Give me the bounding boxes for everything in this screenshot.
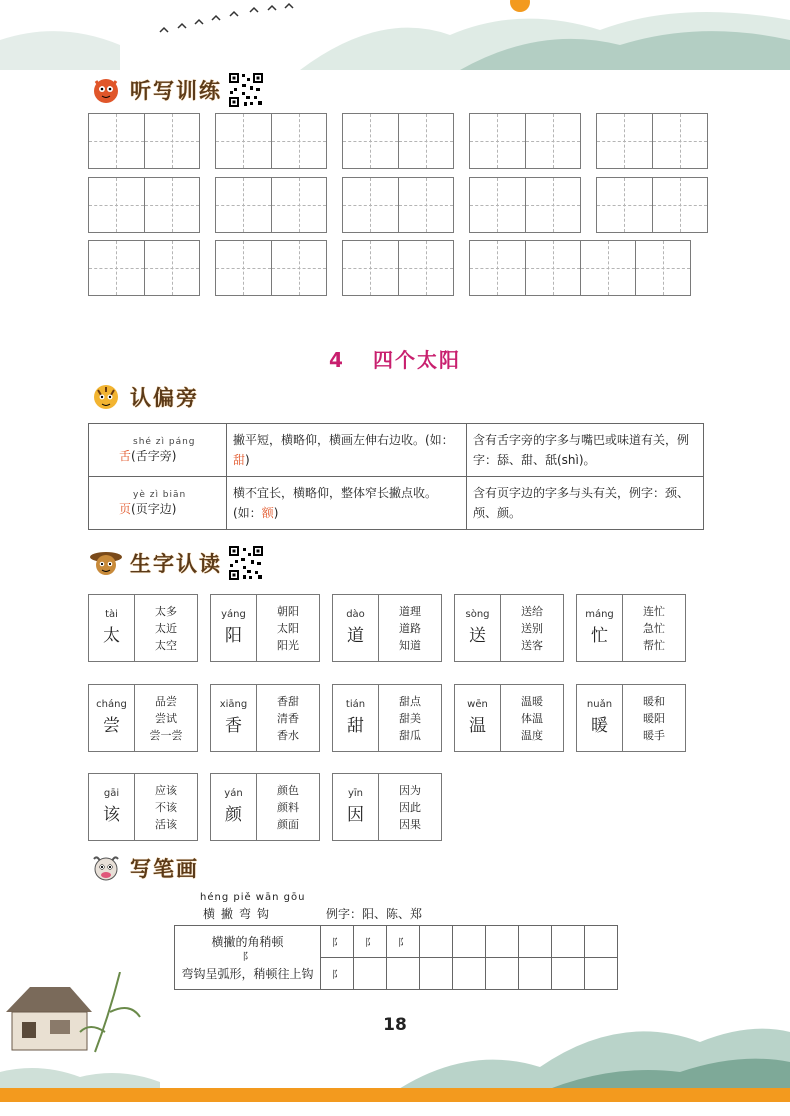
dictation-row-1	[88, 113, 708, 169]
table-row	[89, 424, 704, 477]
character-card	[576, 684, 686, 752]
character-word: 道路	[399, 621, 421, 635]
character-word: 不该	[155, 800, 177, 814]
writing-box[interactable]	[342, 113, 454, 169]
character-word: 朝阳	[277, 604, 299, 618]
writing-box[interactable]	[215, 177, 327, 233]
character-word: 品尝	[155, 694, 177, 708]
character-word: 因为	[399, 783, 421, 797]
character-hanzi: 香	[225, 716, 242, 736]
character-card	[210, 684, 320, 752]
character-word: 暖和	[643, 694, 665, 708]
character-word: 尝试	[155, 711, 177, 725]
character-hanzi: 暖	[591, 716, 608, 736]
radical-glyph: 舌	[119, 448, 132, 463]
table-row	[89, 477, 704, 530]
character-word: 道理	[399, 604, 421, 618]
character-word: 香甜	[277, 694, 299, 708]
qr-code-icon[interactable]	[228, 545, 264, 581]
lesson-name: 四个太阳	[372, 348, 461, 372]
character-word: 活该	[155, 817, 177, 831]
writing-box[interactable]	[596, 113, 708, 169]
character-word: 温暖	[521, 694, 543, 708]
character-word: 暖阳	[643, 711, 665, 725]
radical-name: (页字边)	[131, 501, 177, 516]
mountain-header-decoration	[0, 0, 790, 70]
writing-box-wide[interactable]	[469, 240, 691, 296]
writing-box[interactable]	[215, 113, 327, 169]
character-card	[88, 773, 198, 841]
character-word: 香水	[277, 728, 299, 742]
character-word: 甜点	[399, 694, 421, 708]
character-hanzi: 温	[469, 716, 486, 736]
character-card	[88, 594, 198, 662]
radical-writing-tip-end: )	[273, 506, 279, 520]
writing-box[interactable]	[469, 177, 581, 233]
character-hanzi: 道	[347, 626, 364, 646]
radical-example-char: 甜	[233, 453, 246, 467]
character-hanzi: 送	[469, 626, 486, 646]
character-pinyin: xiāng	[219, 699, 248, 710]
radical-glyph: 页	[119, 501, 132, 516]
footer-orange-bar	[0, 1088, 790, 1102]
character-word: 连忙	[643, 604, 665, 618]
fox-mascot-icon	[88, 75, 124, 105]
dictation-header	[88, 72, 264, 108]
radical-note: 含有页字边的字多与头有关，例字：颈、颅、颜。	[467, 477, 704, 530]
character-pinyin: tián	[345, 699, 366, 710]
stroke-sample-cell: ⻖	[354, 926, 387, 958]
character-pinyin: dào	[346, 609, 365, 620]
radicals-header	[88, 382, 199, 412]
writing-box[interactable]	[469, 113, 581, 169]
character-word: 暖手	[643, 728, 665, 742]
character-hanzi: 甜	[347, 716, 364, 736]
character-hanzi: 颜	[225, 805, 242, 825]
stroke-tip-symbol: ⻖	[242, 951, 253, 963]
character-card	[88, 684, 198, 752]
cow-mascot-icon	[88, 853, 124, 883]
radical-note: 含有舌字旁的字多与嘴巴或味道有关，例字：舔、甜、舐(shì)。	[467, 424, 704, 477]
strokes-title: 写笔画	[130, 857, 199, 881]
character-card	[454, 594, 564, 662]
dictation-title: 听写训练	[130, 79, 222, 103]
stroke-practice-cell[interactable]	[519, 926, 552, 958]
character-word: 阳光	[277, 638, 299, 652]
writing-box[interactable]	[88, 113, 200, 169]
character-word: 送客	[521, 638, 543, 652]
stroke-tip-1: 横撇的角稍顿	[211, 934, 284, 949]
character-word: 清香	[277, 711, 299, 725]
character-card	[210, 594, 320, 662]
stroke-practice-cell[interactable]	[453, 926, 486, 958]
character-card	[210, 773, 320, 841]
character-card	[576, 594, 686, 662]
characters-header	[88, 545, 264, 581]
character-card	[332, 594, 442, 662]
writing-box[interactable]	[88, 240, 200, 296]
writing-box[interactable]	[88, 177, 200, 233]
character-word: 送别	[521, 621, 543, 635]
stroke-sample-cell: ⻖	[387, 926, 420, 958]
character-pinyin: yán	[224, 788, 243, 799]
character-word: 体温	[521, 711, 543, 725]
character-word: 颜料	[277, 800, 299, 814]
character-word: 太近	[155, 621, 177, 635]
tiger-mascot-icon	[88, 382, 124, 412]
character-pinyin: sòng	[465, 609, 490, 620]
radical-writing-tip-end: )	[245, 453, 250, 467]
character-word: 急忙	[643, 621, 665, 635]
character-word: 颜面	[277, 817, 299, 831]
character-hanzi: 因	[347, 805, 364, 825]
character-word: 因此	[399, 800, 421, 814]
character-pinyin: gāi	[103, 788, 120, 799]
character-word: 帮忙	[643, 638, 665, 652]
character-word: 知道	[399, 638, 421, 652]
character-word: 温度	[521, 728, 543, 742]
radicals-table	[88, 423, 704, 530]
writing-box[interactable]	[342, 177, 454, 233]
qr-code-icon[interactable]	[228, 72, 264, 108]
character-word: 尝一尝	[149, 728, 183, 742]
character-word: 太阳	[277, 621, 299, 635]
character-pinyin: tài	[105, 609, 118, 620]
character-hanzi: 该	[103, 805, 120, 825]
radical-pinyin: yè zì biān	[133, 489, 187, 500]
character-word: 甜瓜	[399, 728, 421, 742]
radical-pinyin: shé zì páng	[133, 436, 196, 447]
stroke-name: 横撇弯钩	[203, 907, 276, 921]
stroke-pinyin: héng piě wān gōu	[200, 892, 306, 903]
stroke-practice-cell[interactable]	[420, 926, 453, 958]
dictation-row-2	[88, 177, 708, 233]
character-pinyin: nuǎn	[586, 699, 613, 710]
stroke-tip-2: 弯钩呈弧形，稍顿往上钩	[181, 966, 314, 981]
character-pinyin: yáng	[221, 609, 246, 620]
character-hanzi: 尝	[103, 716, 120, 736]
character-card	[332, 773, 442, 841]
stroke-example-chars: 例字：阳、陈、郑	[326, 907, 423, 921]
lesson-number: 4	[329, 348, 345, 372]
dictation-row-3	[88, 240, 691, 296]
bear-mascot-icon	[88, 548, 124, 578]
stroke-practice-cell[interactable]	[552, 926, 585, 958]
characters-title: 生字认读	[130, 552, 222, 576]
character-hanzi: 忙	[591, 626, 608, 646]
stroke-practice-cell[interactable]	[585, 926, 618, 958]
radicals-title: 认偏旁	[130, 386, 199, 410]
lesson-title	[0, 344, 790, 373]
character-pinyin: yīn	[347, 788, 364, 799]
character-hanzi: 阳	[225, 626, 242, 646]
writing-box[interactable]	[215, 240, 327, 296]
character-word: 甜美	[399, 711, 421, 725]
house-icon	[6, 987, 92, 1050]
character-pinyin: máng	[585, 609, 614, 620]
writing-box[interactable]	[342, 240, 454, 296]
radical-writing-tip: 撇平短，横略仰，横画左伸右边收。(如：	[233, 433, 454, 447]
strokes-header	[88, 853, 199, 883]
table-row	[175, 926, 618, 958]
radical-example-char: 额	[261, 506, 274, 520]
landscape-footer-decoration	[0, 972, 790, 1102]
stroke-sample-cell: ⻖	[321, 958, 354, 990]
stroke-practice-cell[interactable]	[486, 926, 519, 958]
writing-box[interactable]	[596, 177, 708, 233]
character-word: 太多	[155, 604, 177, 618]
character-word: 送给	[521, 604, 543, 618]
birds-icon	[160, 4, 293, 32]
radical-writing-tip: 横不宜长，横略仰，整体窄长撇点收。(如：	[233, 486, 438, 520]
character-word: 颜色	[277, 783, 299, 797]
stroke-sample-cell: ⻖	[321, 926, 354, 958]
character-card	[454, 684, 564, 752]
character-pinyin: cháng	[96, 699, 127, 710]
character-word: 太空	[155, 638, 177, 652]
character-hanzi: 太	[103, 626, 120, 646]
page-number: 18	[383, 1015, 407, 1035]
character-card	[332, 684, 442, 752]
character-word: 因果	[399, 817, 421, 831]
radical-name: (舌字旁)	[131, 448, 177, 463]
character-pinyin: wēn	[467, 699, 488, 710]
character-word: 应该	[155, 783, 177, 797]
